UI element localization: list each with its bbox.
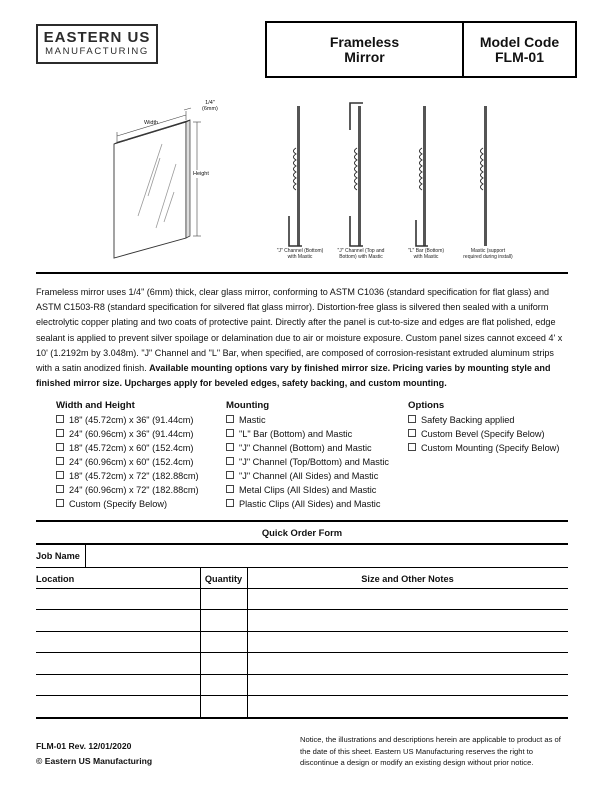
option-label: Custom Mounting (Specify Below)	[421, 443, 560, 453]
product-description	[36, 285, 571, 391]
size-option[interactable]	[56, 469, 199, 483]
size-option[interactable]	[56, 427, 199, 441]
model-code: FLM-01	[495, 48, 544, 65]
company-logo	[36, 24, 158, 64]
form-rule	[85, 545, 86, 567]
thickness-value: 1/4"	[205, 100, 215, 106]
option-label: "J" Channel (Bottom) and Mastic	[239, 443, 372, 453]
notice-text: Notice, the illustrations and descriptions herein are applicable to product as of the date of this sheet. Eastern US Manufacturing reserves the right to discontinue a design or modify an existing design without prior notice.	[300, 735, 561, 767]
description-bold-text: Available mounting options vary by finished mirror size. Pricing varies by mounting style and finished mirror size. Upcharges apply for beveled edges, safety backing, and custom mounting.	[36, 363, 551, 389]
caption-j-channel-top-bottom	[331, 248, 391, 260]
logo-line1: EASTERN US	[43, 29, 151, 46]
mirror-diagram	[100, 98, 570, 266]
footer-left	[36, 739, 152, 769]
model-code-block	[464, 23, 575, 76]
size-option[interactable]	[56, 483, 199, 497]
caption-line: with Mastic	[287, 254, 313, 260]
mounting-option[interactable]	[226, 441, 389, 455]
mounting-column	[226, 400, 389, 511]
mirror-panel-illustration	[114, 108, 201, 258]
title-box	[265, 21, 577, 78]
form-rule	[36, 674, 568, 675]
option-label: 18" (45.72cm) x 36" (91.44cm)	[69, 415, 194, 425]
form-rule	[247, 567, 248, 717]
model-code-label: Model Code	[479, 33, 560, 50]
mastic-illustration	[481, 106, 488, 246]
checkbox[interactable]	[226, 415, 234, 423]
option-label: 24" (60.96cm) x 72" (182.88cm)	[69, 485, 199, 495]
sizes-column	[56, 400, 199, 511]
location-header: Location	[36, 574, 75, 584]
checkbox[interactable]	[226, 443, 234, 451]
form-rule	[36, 588, 568, 589]
sizes-heading: Width and Height	[56, 400, 135, 411]
extra-option[interactable]	[408, 441, 559, 455]
form-rule	[36, 543, 568, 545]
mounting-option[interactable]	[226, 483, 389, 497]
notes-header: Size and Other Notes	[361, 574, 454, 584]
caption-line: "L" Bar (Bottom)	[407, 248, 445, 254]
j-channel-bottom-illustration	[289, 106, 302, 246]
form-rule	[36, 567, 568, 568]
extras-column	[408, 400, 559, 455]
option-label: 18" (45.72cm) x 60" (152.4cm)	[69, 443, 194, 453]
checkbox[interactable]	[56, 429, 64, 437]
mounting-option[interactable]	[226, 497, 389, 511]
size-option[interactable]	[56, 413, 199, 427]
option-label: Custom Bevel (Specify Below)	[421, 429, 545, 439]
checkbox[interactable]	[56, 443, 64, 451]
caption-j-channel-bottom	[270, 248, 330, 260]
job-name-input[interactable]	[88, 547, 566, 565]
description-text: Frameless mirror uses 1/4" (6mm) thick, clear glass mirror, conforming to ASTM C1036 (standard specification for flat glass) and ASTM C1503-R8 (standard specification for silvered flat glass mirror). Distortion-free glass is silvered then sealed with a uniform electrolytic copper plating and two coats of protective paint. Directly after the panel is cut-to-size and edges are flat polished, edge sealant is applied to prevent silver spoilage or delamination due to air or moisture exposure. Custom panel sizes cannot exceed 4' x 10' (1.2192m by 3.048m). "J" Channel and "L" Bar, when specified, are composed of corrosion-resistant extruded aluminum strips with a satin anodized finish.	[36, 287, 563, 374]
l-bar-bottom-illustration	[416, 106, 428, 246]
caption-line: with Mastic	[413, 254, 439, 260]
checkbox[interactable]	[408, 415, 416, 423]
logo-line2: MANUFACTURING	[45, 46, 149, 57]
checkbox[interactable]	[226, 499, 234, 507]
quantity-header: Quantity	[204, 574, 243, 584]
option-label: 24" (60.96cm) x 60" (152.4cm)	[69, 457, 194, 467]
checkbox[interactable]	[226, 457, 234, 465]
checkbox[interactable]	[226, 471, 234, 479]
caption-line: Mastic (support	[470, 248, 506, 254]
size-option[interactable]	[56, 497, 199, 511]
extras-heading: Options	[408, 400, 445, 411]
product-title	[267, 23, 464, 76]
thickness-dimension	[202, 100, 218, 112]
checkbox[interactable]	[56, 499, 64, 507]
checkbox[interactable]	[56, 471, 64, 479]
extra-option[interactable]	[408, 413, 559, 427]
revision-text: FLM-01 Rev. 12/01/2020	[36, 741, 132, 751]
form-rule	[36, 717, 568, 719]
j-channel-top-bottom-illustration	[350, 103, 363, 246]
width-label: Width	[144, 120, 159, 126]
thickness-mm: (6mm)	[202, 106, 218, 112]
checkbox[interactable]	[408, 429, 416, 437]
checkbox[interactable]	[56, 457, 64, 465]
caption-line: "J" Channel (Top and	[337, 248, 385, 254]
option-label: "J" Channel (All Sides) and Mastic	[239, 471, 379, 481]
caption-line: Bottom) with Mastic	[339, 254, 383, 260]
divider	[36, 520, 568, 522]
option-label: 18" (45.72cm) x 72" (182.88cm)	[69, 471, 199, 481]
option-label: 24" (60.96cm) x 36" (91.44cm)	[69, 429, 194, 439]
option-label: "J" Channel (Top/Bottom) and Mastic	[239, 457, 390, 467]
caption-line: "J" Channel (Bottom)	[276, 248, 324, 254]
mounting-option[interactable]	[226, 455, 389, 469]
mounting-heading: Mounting	[226, 400, 270, 411]
form-rule	[36, 652, 568, 653]
caption-mastic	[452, 248, 524, 260]
order-form-title: Quick Order Form	[261, 527, 343, 538]
checkbox[interactable]	[408, 443, 416, 451]
size-option[interactable]	[56, 441, 199, 455]
form-rule	[200, 567, 201, 717]
form-rule	[36, 609, 568, 610]
extra-option[interactable]	[408, 427, 559, 441]
caption-l-bar-bottom	[396, 248, 456, 260]
checkbox[interactable]	[226, 485, 234, 493]
checkbox[interactable]	[56, 485, 64, 493]
checkbox[interactable]	[226, 429, 234, 437]
mounting-option[interactable]	[226, 413, 389, 427]
form-rule	[36, 631, 568, 632]
height-label: Height	[193, 171, 209, 177]
option-label: Safety Backing applied	[421, 415, 515, 425]
mounting-option[interactable]	[226, 469, 389, 483]
form-rule	[36, 695, 568, 696]
option-label: Metal Clips (All SIdes) and Mastic	[239, 485, 377, 495]
copyright-text: © Eastern US Manufacturing	[36, 756, 153, 766]
divider	[36, 272, 568, 274]
mounting-option[interactable]	[226, 427, 389, 441]
job-name-label: Job Name	[36, 551, 80, 561]
caption-line: required during install)	[463, 254, 513, 260]
product-title-line2: Mirror	[344, 48, 385, 65]
size-option[interactable]	[56, 455, 199, 469]
product-title-line1: Frameless	[329, 33, 400, 50]
option-label: Plastic Clips (All Sides) and Mastic	[239, 499, 381, 509]
option-label: Mastic	[239, 415, 266, 425]
option-label: "L" Bar (Bottom) and Mastic	[239, 429, 353, 439]
option-label: Custom (Specify Below)	[69, 499, 168, 509]
checkbox[interactable]	[56, 415, 64, 423]
